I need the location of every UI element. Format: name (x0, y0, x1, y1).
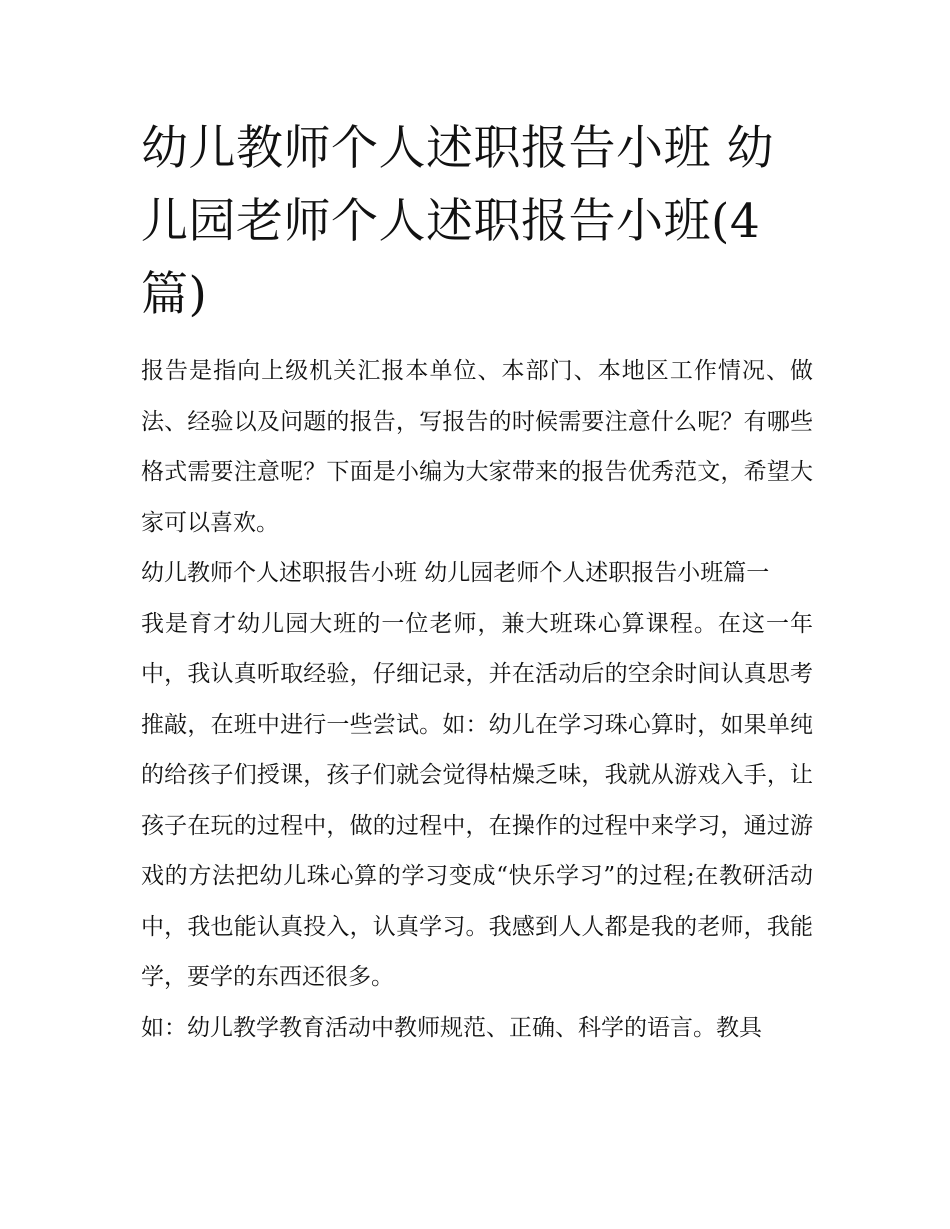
intro-paragraph: 报告是指向上级机关汇报本单位、本部门、本地区工作情况、做法、经验以及问题的报告，写报告的时候需要注意什么呢？有哪些格式需要注意呢？下面是小编为大家带来的报告优秀范文，希望大家可以喜欢。 (141, 358, 813, 536)
body-paragraph-1: 我是育才幼儿园大班的一位老师，兼大班珠心算课程。在这一年中，我认真听取经验，仔细记录，并在活动后的空余时间认真思考推敲，在班中进行一些尝试。如：幼儿在学习珠心算时，如果单纯的给孩子们授课，孩子们就会觉得枯燥乏味，我就从游戏入手，让孩子在玩的过程中，做的过程中，在操作的过程中来学习，通过游戏的方法把幼儿珠心算的学习变成“快乐学习”的过程;在教研活动中，我也能认真投入，认真学习。我感到人人都是我的老师，我能学，要学的东西还很多。 (141, 610, 813, 990)
document-body (141, 112, 813, 1053)
document-title: 幼儿教师个人述职报告小班 幼儿园老师个人述职报告小班(4篇) (141, 121, 774, 322)
body-paragraph-2: 如：幼儿教学教育活动中教师规范、正确、科学的语言。教具 (141, 1014, 762, 1041)
section-heading: 幼儿教师个人述职报告小班 幼儿园老师个人述职报告小班篇一 (141, 560, 770, 586)
